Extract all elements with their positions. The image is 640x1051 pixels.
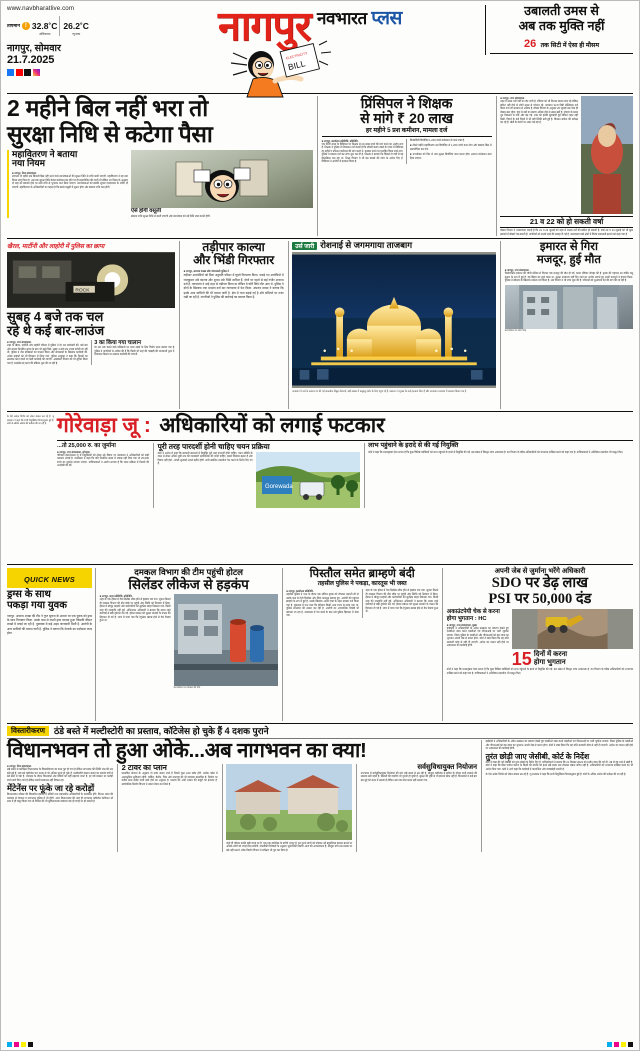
raid-dateline: ■ नागपुर, नगर संवाददाता. [7, 341, 32, 345]
tadipar-headline-line1: तड़ीपार काल्या [202, 240, 265, 255]
thermometer-icon: ! [22, 22, 30, 30]
fire-dateline: ■ नागपुर, शहर प्रतिनिधि, प्रतिनिधि. [99, 595, 133, 599]
fire-body: शहर के एक होटल में गैस सिलेंडर लीक होने से हड़कंप मच गया. सूचना मिलते ही दमकल विभाग की टीम मौके पर पहुंची और स्थिति को नियंत्रण में लिया. होटल में मौजूद ग्राहकों और कर्मचारियों को सुरक्षित बाहर निकाला गया. किसी तरह की जनहानि नहीं हुई. अग्निशमन अधिकारी ने बताया कि समय रहते कार्रवाई से बड़ी दुर्घटना टल गई. होटल प्रबंधन को सुरक्षा मानकों के पालन की हिदायत दी गई है. जांच में पाया गया कि रेगुलेटर खराब होने से गैस रिसाव हुआ था. [99, 598, 171, 623]
quick-news-body: नागपुर. अपराध शाखा की टीम ने गुप्त सूचना के आधार पर एक युवक को ड्रग्स के साथ गिरफ्तार किया. उसके पास से एमडी ड्रग्स बरामद हुआ जिसकी कीमत लाखों में बताई जा रही है. पूछताछ में कई अहम जानकारी मिली है. आरोपी के अन्य साथियों की तलाश जारी है. पुलिस ने बताया कि नेटवर्क का पर्दाफाश जल्द होगा. [7, 613, 92, 635]
temp-min-sub: न्यूनतम [72, 32, 81, 36]
fire-kicker: दमकल विभाग की टीम पहुंची होटल [134, 567, 243, 578]
raid-story [7, 241, 179, 409]
building-headline-line2: मजदूर, हुई मौत [536, 253, 601, 266]
city-day: नागपुर, सोमवार [7, 43, 61, 54]
vidhan-sub-tower: 2 टावर का प्लान [121, 763, 167, 773]
lead-photo-col [128, 150, 313, 219]
vidhan-sub-plan: सर्वसुविधायुक्त नियोजन [417, 764, 477, 772]
lead-photo-caption: ऐसे होगी वसूली [131, 208, 162, 215]
registration-marks-left [7, 1042, 33, 1047]
row-lead [1, 94, 639, 236]
gorewada-sub1: ...तो 25,000 रु. का जुर्माना [57, 442, 116, 449]
pistol-dateline: ■ नागपुर, कार्यालय प्रतिनिधि. [286, 590, 314, 594]
quick-news-label-bar [7, 568, 92, 588]
lead-subhead [7, 150, 128, 219]
fire-story [96, 568, 282, 721]
tadipar-story [180, 241, 288, 409]
gorewada-photo [256, 452, 360, 508]
divider [322, 136, 492, 137]
pistol-story [282, 568, 442, 721]
jcb-sub: तुरंत छोड़ी जाए जेसीबी, कोर्ट के निर्देश [485, 751, 590, 761]
x-icon[interactable] [24, 69, 31, 76]
building-body: निर्माणाधीन इमारत की चौथी मंजिल से गिरकर एक मजदूर की मौत हो गई. घटना रविवार दोपहर की है. मृतक की पहचान 32 वर्षीय रामू कुमार के रूप में हुई है. वह बिहार का रहने वाला था. सुरक्षा उपकरण नहीं दिए जाने का आरोप लगाते हुए साथी मजदूरों ने हंगामा किया. पुलिस ने ठेकेदार के खिलाफ मामला दर्ज किया है. श्रम विभाग ने भी जांच शुरू की है. परिजनों को मुआवजा देने की मांग की जा रही है. [504, 272, 633, 283]
sdo-big-rest-line2: होगा भुगतान [533, 658, 566, 666]
fire-caption: घटनास्थल पर दमकल की टीम [173, 686, 201, 690]
raid-photo [7, 252, 175, 308]
jcb-body-extra: के ऐसे अनेक निर्णय को लेकर सवाल उठ रहे हैं. जू प्रशासन ने कहा कि सभी नियुक्तियां नियमानुसार हुई हैं. कोर्ट के अंतिम आदेश की प्रतीक्षा की जा रही है. [485, 773, 627, 777]
jcb-intro-body: हाईकोर्ट ने अधिकारियों के अवैध उत्खनन का प्रकरण देखते हुए एसडीओ जब्त करने एसडीओ एवं पीएसआई पर भारी जुर्माना लगाया. जिला पुलिस के एसडीओ और पीएसआई को इस रकम का भुगतान अपनी जेब से करना होगा. कोर्ट ने स्पष्ट किया कि यह राशि सरकारी कोष से नहीं दी जाएगी. आदेश का पालन नहीं होने पर अवमानना की कार्रवाई होगी. [485, 740, 633, 751]
temperature-box [7, 16, 135, 36]
youtube-icon[interactable] [16, 69, 23, 76]
instagram-icon[interactable] [33, 69, 40, 76]
sdo-big-number: 15 [511, 648, 532, 669]
tadipar-body: तड़ीपार अपराधियों को बिना अनुमति परिसर में घूमते गिरफ्तार किया. पकड़े गए आरोपियों में राजकुमार उर्फ काल्या और शुभम उर्फ भिंडी शामिल हैं. दोनों पर पहले से कई गंभीर अपराध दर्ज हैं. न्यायालय ने उन्हें शहर से तड़ीपार किया था लेकिन वे चोरी छिपे लौट आए थे. पुलिस ने दोनों के खिलाफ नया मामला दर्ज कर न्यायालय में पेश किया. अपराध शाखा ने बताया कि इनके अन्य साथियों की भी तलाश जारी है. क्षेत्र में गश्त बढ़ाई गई है और संदिग्धों पर नजर रखी जा रही है. नागरिकों ने पुलिस की कार्रवाई का स्वागत किया है. [183, 273, 284, 299]
sdo-headline-line2: PSI पर 50,000 दंड [488, 590, 592, 607]
jcb-body: कोर्ट ने जब्त की गई जेसीबी को तुरंत छोड़ने के निर्देश दिए हैं. याचिकाकर्ता ने बताया कि 21 दिसंबर 2024 को मशीन जब्त की गई थी. तब से वह थाने में खड़ी है. कोर्ट ने कहा कि बिना पर्याप्त कारण के किसी की संपत्ति को इतने लंबे समय तक रोककर रखना उचित नहीं है. अधिकारियों को शपथपत्र दाखिल करने का भी आदेश दिया गया. कोर्ट ने आगे कहा कि कार्रवाई में पारदर्शिता और जवाबदेही जरूरी है. [485, 760, 633, 771]
vidhan-dateline: ■ नागपुर, निज संवाददाता. [7, 765, 32, 769]
sdo-extra-body: कोर्ट ने कहा कि प्रथमदृष्टया ऐसा लगता है कि कुछ विशिष्ट व्यक्तियों को लाभ पहुंचाने के इरादे से नियुक्ति की गई. इस संबंध में विस्तृत जांच आवश्यक है. वन विभाग के वरिष्ठ अधिकारियों को शपथपत्र दाखिल करने को कहा गया है. याचिकाकर्ता ने अतिरिक्त दस्तावेज भी प्रस्तुत किए. [446, 668, 633, 675]
weather-sub2: 21 व 22 को हो सकती वर्षा [500, 216, 633, 228]
vidhan-main [7, 740, 481, 852]
svg-text:ROCK: ROCK [75, 288, 90, 294]
gorewada-body3: कोर्ट ने कहा कि प्रथमदृष्टया ऐसा लगता है कि कुछ विशिष्ट व्यक्तियों को लाभ पहुंचाने के इरादे से नियुक्ति की गई. इस संबंध में विस्तृत जांच आवश्यक है. वन विभाग के वरिष्ठ अधिकारियों को शपथपत्र दाखिल करने को कहा गया है. याचिकाकर्ता ने अतिरिक्त दस्तावेज भी प्रस्तुत किए. [368, 450, 624, 454]
principal-headline-line2: से मांगे ₹ 20 लाख [360, 110, 454, 127]
lead-body: लगातार दो महीने तक बिजली बिल नहीं भरने वाले उपभोक्ताओं की सुरक्षा निधि से राशि काटी जाएगी. महावितरण ने यह नया नियम लागू किया है. अब तक सुरक्षा निधि केवल कनेक्शन बंद होने पर ही समायोजित की जाती थी लेकिन नए नियम के अनुसार दो माह का बकाया होने पर उसी राशि से भुगतान मान लिया जाएगा. उपभोक्ताओं को इसकी सूचना एसएमएस के जरिए दी जाएगी. महावितरण के अधिकारियों का कहना है कि इससे वसूली में सुधार होगा और बकाया राशि कम होगी. [12, 175, 128, 189]
principal-subhead: हर महीने 5 प्रश कमीशन, मामला दर्ज [365, 126, 448, 134]
raid-body2: देर रात तक चलने वाले प्रतिष्ठानों पर नजर रखने के लिए विशेष दस्ता बनाया गया है. पुलिस ने नागरिकों से अपील की है कि किसी भी तरह की गड़बड़ी की जानकारी तुरंत दें. शिकायत मिलने पर तत्काल कार्रवाई की जाएगी. [94, 346, 175, 357]
lead-sidebar-2: ■ उपभोक्ता को फिर से नया सुरक्षा डिपॉजिट जमा करना होगा अन्यथा कनेक्शन काट दिया जाएगा. [409, 153, 492, 160]
row-divider [7, 411, 633, 412]
masthead [1, 1, 639, 93]
gorewada-dateline: ■ नागपुर, नगर संवाददाता, सोमवार. [57, 450, 91, 454]
vidhan-body-tower: प्रस्तावित योजना के अनुसार दो टावर बनाए जाने हैं जिनमें कुल 229 फ्लैट होंगे. प्रत्येक फ्लैट में अत्याधुनिक सुविधाएं रहेंगी. पार्किंग, कैंटीन, जिम और सभागृह की भी व्यवस्था प्रस्तावित है. निर्माण पर करीब 400 करोड़ रुपये खर्च होने का अनुमान है. प्रस्ताव को अभी शासन की मंजूरी का इंतजार है. सार्वजनिक निर्माण विभाग ने नक्शा तैयार कर लिया है. [121, 772, 218, 786]
logo-nagpur: नागपुर [217, 3, 311, 49]
raid-sub: 3 का किया गया चालान [94, 340, 141, 347]
sdo-big-rest-line1: दिनों में करना [533, 651, 568, 659]
weather-headline-line1: उबालती उमस से [524, 4, 599, 18]
lead-headline-line2: सुरक्षा निधि से कटेगा पैसा [7, 120, 213, 147]
weather-body: शहर में उमस भरी गर्मी का दौर जारी है. रविवार को भी दिनभर बादल छाए रहे लेकिन बारिश नहीं होने से लोगों उमस से परेशान रहे. तापमान 32.8 डिग्री सेल्सियस दर्ज किया गया जो सामान्य से अधिक है. मौसम विभाग के अनुसार 26 जुलाई तक ऐसा ही मौसम बना रहेगा. हवा में नमी का प्रमाण अधिक होने से उमस बढ़ी है. दोपहर के समय धूप निकलने से गर्मी और बढ़ गई. शाम को हल्की बूंदाबांदी हुई लेकिन राहत नहीं मिली. विदर्भ के कई जिलों में भी यही स्थिति बनी हुई है. किसान बारिश की प्रतीक्षा कर रहे हैं. खेती के कामों पर असर पड़ रहा है. [500, 100, 578, 124]
weather-sub-rest: तक सिटी में ऐसा ही मौसम [540, 42, 600, 50]
tajbagh-caption: ताजबाग में उर्स के अवसर पर की गई आकर्षक विद्युत रोशनाई. बड़ी संख्या में श्रद्धालु दर्शन के लिए पहुंच रहे हैं. प्रशासन ने सुरक्षा के कड़े इंतजाम किए हैं और यातायात व्यवस्था में बदलाव किया गया है. [292, 389, 467, 393]
tajbagh-story [288, 241, 500, 409]
gorewada-col1 [57, 443, 149, 508]
lead-subhead-line2: नया नियम [12, 158, 45, 169]
gorewada-title-black: अधिकारियों को लगाई फटकार [159, 414, 385, 438]
gorewada-title-red: गोरेवाड़ा जू : [57, 414, 151, 438]
gorewada-body2: कोर्ट ने आदेश में कहा कि सरकारी संस्थानों में नियुक्ति पूरी तरह पारदर्शी होनी चाहिए. चयन समिति के गठन से लेकर अंतिम सूची तक की जानकारी सार्वजनिक की जानी चाहिए. इससे विश्वास बढ़ता है और विवाद नहीं होते. अगली सुनवाई अगले महीने होगी. सभी संबंधित दस्तावेज पेश करने के निर्देश दिए गए हैं. [157, 451, 253, 466]
lead-story [7, 96, 317, 236]
registration-marks-right [607, 1042, 633, 1047]
building-caption: घटनास्थल पर जमा भीड़ [504, 328, 527, 332]
jcb-story [482, 740, 633, 852]
weather-photo [581, 96, 633, 214]
raid-kicker: खैरल, मार्टीनी और लाहोरी में पुलिस का छापा [7, 243, 105, 251]
tajbagh-badge: उर्स जारी [292, 242, 317, 250]
gorewada-left-strip [7, 415, 57, 562]
quick-news-label: QUICK NEWS [23, 575, 76, 585]
weather-sub-number: 26 [523, 38, 537, 51]
building-story [501, 241, 633, 409]
principal-dateline: ■ नागपुर, कार्यालय प्रतिनिधि, प्रतिनिधि. [321, 139, 359, 143]
fire-headline: सिलेंडर लीकेज से हड़कंप [128, 576, 249, 592]
lead-sidebar-1: ■ तीसरे महीने महावितरण उस डिपॉजिट से 1,200 रुपये काट लेगा और बकाया बिल में समायोजित कर देगा. [409, 144, 492, 151]
mascot-cartoon-icon [227, 39, 335, 99]
temp-label: तापमान [7, 23, 20, 28]
sdo-dateline: ■ नागपुर, नगर संवाददाता, मुख्य [446, 623, 477, 627]
weather-body2: मौसम विभाग ने भाकणवाद जताई है कि 21 व 22 जुलाई को शहर में मध्यम दर्जे की बारिश हो सकती है. वर्षा 23 व 24 जुलाई को भी कुछ इलाकों में बौछारें पड़ सकती हैं. नागरिकों को सतर्क रहने की सलाह दी गई है. जलजमाव वाले क्षेत्रों में विशेष सावधानी बरतने को कहा गया है. [500, 229, 633, 236]
lead-caption-body: बकाया राशि सुरक्षा निधि से काटी जाएगी और उपभोक्ता को नई निधि जमा करनी होगी. [131, 214, 211, 218]
lead-sidebar-0: सिक्योरिटी डिपॉजिट 1,200 रुपये कनेक्शन के पास जमा है. [409, 138, 465, 142]
quick-news-headline-line2: पकड़ा गया युवक [7, 600, 67, 612]
weather-dateline: ■ नागपुर, नगर संवाददाता. [500, 97, 525, 100]
quick-news [7, 568, 95, 721]
pistol-body: तहसील पुलिस ने गश्त के दौरान एक संदिग्ध युवक को रोककर तलाशी ली तो उसके पास से देशी पिस्तौल और जिंदा कारतूस बरामद हुए. आरोपी की पहचान ब्राम्हणे के रूप में हुई है. उसके खिलाफ आर्म्स एक्ट के तहत मामला दर्ज किया गया है. पूछताछ में पता चला कि हथियार किसी अन्य राज्य से लाया गया था. पुलिस सप्लायर की तलाश कर रही है. आरोपी का आपराधिक रिकॉर्ड भी खंगाला जा रहा है. न्यायालय में पेश करने के बाद उसे पुलिस हिरासत में भेजा गया. [286, 593, 359, 618]
vidhan-photo [226, 764, 352, 840]
logo-plus: प्लस [371, 8, 403, 29]
pistol-headline: पिस्तौल समेत ब्राम्हणे बंदी [309, 568, 415, 581]
row-divider [7, 723, 633, 724]
temp-min: 26.2˚C [63, 21, 89, 31]
gorewada-main [57, 415, 633, 562]
building-photo [505, 285, 633, 329]
temp-max-sub: अधिकतम [38, 32, 51, 36]
principal-story [318, 96, 496, 236]
svg-text:BILL: BILL [286, 58, 307, 73]
lead-headline-line1: 2 महीने बिल नहीं भरा तो [7, 95, 208, 121]
row-gorewada [1, 414, 639, 562]
website-url[interactable]: www.navbharatlive.com [7, 5, 75, 12]
temp-max: 32.8˚C [31, 21, 58, 31]
vidhan-body-maint: विधानभवन परिसर की विस्तारित इमारतें में मंत्रियों तथा मंत्रालयीन अधिकारियों के कार्यालय होंगे. विधान भवन की व्यवस्था से राेजाना व नागभवन पुलिस में भी होंगी. अगर विधानभवन की तरह ही नागभवन कॉटेजेस रेनोवेशन भी साथ में ही मंजूर किया गया तो निवास की भी सुविधाजनक व्यवस्था एक ही जगह पर हो सकती है. [7, 793, 113, 804]
social-icons[interactable] [7, 69, 135, 76]
logo-navbharat-plus [317, 7, 402, 29]
gorewada-body4: के ऐसे अनेक निर्णय को लेकर सवाल उठ रहे हैं. जू प्रशासन ने कहा कि सभी नियुक्तियां नियमानुसार हुई हैं. कोर्ट के अंतिम आदेश की प्रतीक्षा की जा रही है. [7, 415, 54, 425]
vidhan-body-right: दोनों ही परिसर काफी बड़ी जगह पर हैं. एक-एक कॉटेजेस के बगीचे भरपूर हैं. इन पुराने ढांचों को तोड़कर नई बहुमंजिला इमारत बनाने पर अधिक लोगों को जगह मिल सकेगी. तकनीकी विशेषज्ञों के अनुसार भूकंपरोधी निर्माण आज की आवश्यकता है. मौजूदा ढांचे उस मानक पर खरे नहीं उतरते. लोक निर्माण विभाग ने सर्वेक्षण भी पूरा कर लिया है. [226, 841, 353, 852]
weather-story-body [496, 96, 633, 236]
sdo-photo [512, 609, 633, 649]
row-divider [7, 564, 633, 565]
masthead-logo [135, 3, 485, 73]
vidhan-body: लंबे समय से प्रतीक्षित विधानभवन के विस्तारीकरण का काम पूरा हो गया है लेकिन नागभवन की स्थिति जस की तस बनी हुई है. यहां बने कॉटेजेस चार दशक से भी अधिक पुराने हो चुके हैं. मल्टीस्टोरी इमारत बनाने का प्रस्ताव वर्षों से ठंडे बस्ते में पड़ा है. शीतसत्र के दौरान विधायकों और मंत्रियों को यहीं ठहराया जाता है. हर वर्ष मरम्मत पर करोड़ों रुपये खर्च किए जाते हैं लेकिन स्थायी समाधान नहीं निकल रहा. [7, 768, 113, 782]
lead-dateline: ■ नागपुर, निज संवाददाता. [12, 172, 37, 176]
sdo-kicker: अपनी जेब से जुर्माना भरेंगे अधिकारी [494, 568, 586, 576]
gorewada-body1: गोरेवाड़ा इंटरनेशनल जू में नियुक्तियों को लेकर उठे विवाद पर न्यायालय ने अधिकारियों को कड़ी फटकार लगाई है. न्यायालय ने कहा कि यदि निर्धारित समय में जवाब नहीं दिया गया तो 25,000 रुपये का जुर्माना लगाया जाएगा. याचिकाकर्ता ने आरोप लगाया है कि चयन प्रक्रिया में नियमों की अनदेखी की गई. [57, 453, 149, 468]
principal-body: एक निजी शाला के प्रिंसिपल पर शिक्षक से 20 लाख रुपये की मांग करने का आरोप लगा है. शिक्षक ने पुलिस में शिकायत दर्ज कराई है कि नौकरी बनाए रखने के एवज में प्रिंसिपल हर महीने 5 प्रतिशत कमीशन की मांग करते थे. इनकार करने पर प्रताड़ित किया जाने लगा. पुलिस ने मामला दर्ज कर जांच शुरू कर दी है. शिक्षक ने बताया कि पिछले दो वर्षों से यह सिलसिला चल रहा था. शिक्षा विभाग ने भी इस मामले की जांच के आदेश दिए हैं. प्रिंसिपल ने आरोपों से इनकार किया है. [321, 142, 404, 164]
principal-headline-line1: प्रिंसिपल ने शिक्षक [360, 95, 453, 111]
sdo-story [443, 568, 633, 721]
vidhan-sub-maint: मेंटेनेंस पर फूंके जा रहे करोड़ों [7, 783, 95, 794]
lead-subhead-line1: महावितरण ने बताया [12, 148, 78, 159]
building-headline-line1: इमारत से गिरा [539, 241, 598, 254]
facebook-icon[interactable] [7, 69, 14, 76]
svg-text:ELECTRICITY: ELECTRICITY [285, 51, 308, 61]
row-divider [7, 238, 633, 239]
tadipar-dateline: ■ नागपुर, अपराध शाखा और पंचपावली पुलिस ने [183, 270, 229, 274]
weather-headline-line2: अब तक मुक्ति नहीं [518, 18, 605, 33]
raid-headline-line1: सुबह 4 बजे तक चल [7, 308, 104, 324]
logo-navbharat: नवभारत [316, 9, 367, 28]
vidhan-body-plan: नागभवन में सर्वसुविधायुक्त नियोजन की मांग लंबे समय से उठ रही है. मौजूदा कॉटेजेस में बारिश के दौरान पानी टपकने की समस्या बनी रहती है. बिजली की वायरिंग भी पुरानी हो चुकी है. सुरक्षा की दृष्टि से भी इमारतें ठीक नहीं हैं. विधायकों ने कई बार इस मुद्दे को सदन में उठाया है लेकिन अब तक ठोस कदम नहीं उठाया गया. [360, 771, 477, 782]
raid-body: शहर के खैरल, मार्टीनी और लाहोरी परिसर में पुलिस ने देर रात छापेमारी की. कई बार और लाउंज निर्धारित समय के बाद भी खुले मिले. सुबह 4 बजे तक शराब परोसी जा रही थी. पुलिस ने तीन प्रतिष्ठानों का चालान किया और संचालकों के खिलाफ कार्रवाई की. अनेक ग्राहकों को भी हिरासत में लिया गया. पुलिस आयुक्त ने कहा कि नियमों का उल्लंघन करने वालों पर कड़ी कार्रवाई की जाएगी. आबकारी विभाग को भी सूचित किया गया है. लाइसेंस रद्द करने की प्रक्रिया शुरू की जा रही है. [7, 344, 88, 365]
vidhan-headline: विधानभवन तो हुआ ओके...अब नागभवन का क्या! [7, 739, 367, 763]
lead-photo [131, 150, 313, 208]
sdo-body: हाईकोर्ट ने अधिकारियों के अवैध उत्खनन का प्रकरण देखते हुए एसडीओ जब्त करने एसडीओ एवं पीएसआई पर भारी जुर्माना लगाया. जिला पुलिस के एसडीओ और पीएसआई को इस रकम का भुगतान अपनी जेब से करना होगा. कोर्ट ने स्पष्ट किया कि यह राशि सरकारी कोष से नहीं दी जाएगी. आदेश का पालन नहीं होने पर अवमानना की कार्रवाई होगी. [446, 626, 509, 648]
row-four [1, 567, 639, 721]
building-dateline: ■ नागपुर, नगर संवाददाता. [504, 269, 530, 273]
gorewada-col3 [368, 443, 633, 508]
tajbagh-photo [292, 252, 496, 388]
pistol-subhead: तहसील पुलिस ने पकड़ा, कारतूस भी जब्त [317, 580, 407, 587]
gorewada-sub2: पूरी तरह पारदर्शी होनी चाहिए चयन प्रक्रिया [157, 441, 270, 451]
masthead-left [7, 5, 135, 76]
sdo-sub: अकाउंटपेयी चेक से करना होगा भुगतान : HC [446, 609, 500, 622]
pistol-body2: शहर के एक होटल में गैस सिलेंडर लीक होने से हड़कंप मच गया. सूचना मिलते ही दमकल विभाग की टीम मौके पर पहुंची और स्थिति को नियंत्रण में लिया. होटल में मौजूद ग्राहकों और कर्मचारियों को सुरक्षित बाहर निकाला गया. किसी तरह की जनहानि नहीं हुई. अग्निशमन अधिकारी ने बताया कि समय रहते कार्रवाई से बड़ी दुर्घटना टल गई. होटल प्रबंधन को सुरक्षा मानकों के पालन की हिदायत दी गई है. जांच में पाया गया कि रेगुलेटर खराब होने से गैस रिसाव हुआ था. [365, 589, 439, 614]
fire-photo [174, 594, 278, 686]
tadipar-headline-line2: और भिंडी गिरफ्तार [193, 253, 275, 268]
svg-text:Gorewada: Gorewada [264, 483, 293, 490]
issue-date: 21.7.2025 [7, 54, 55, 66]
raid-headline-line2: रहे थे कई बार-लाउंज [7, 323, 105, 339]
sdo-headline-line1: SDO पर डेढ़ लाख [491, 575, 588, 592]
quick-news-headline-line1: ड्रग्स के साथ [7, 589, 51, 601]
divider [490, 53, 633, 54]
gorewada-sub3: लाभ पहुंचाने के इरादे से की गई नियुक्ति [368, 441, 459, 449]
vidhan-kicker: ठंडे बस्ते में मल्टीस्टोरी का प्रस्ताव, कॉटेजेस हो चुके हैं 4 दशक पुराने [54, 725, 269, 736]
tajbagh-kicker: रोशनाई से जगमगाया ताजबाग [320, 240, 413, 251]
vidhan-badge: विस्तारीकरण [7, 726, 49, 736]
row-two [1, 241, 639, 409]
gorewada-col2 [158, 443, 360, 508]
row-vidhan [1, 726, 639, 852]
weather-box [485, 5, 633, 55]
